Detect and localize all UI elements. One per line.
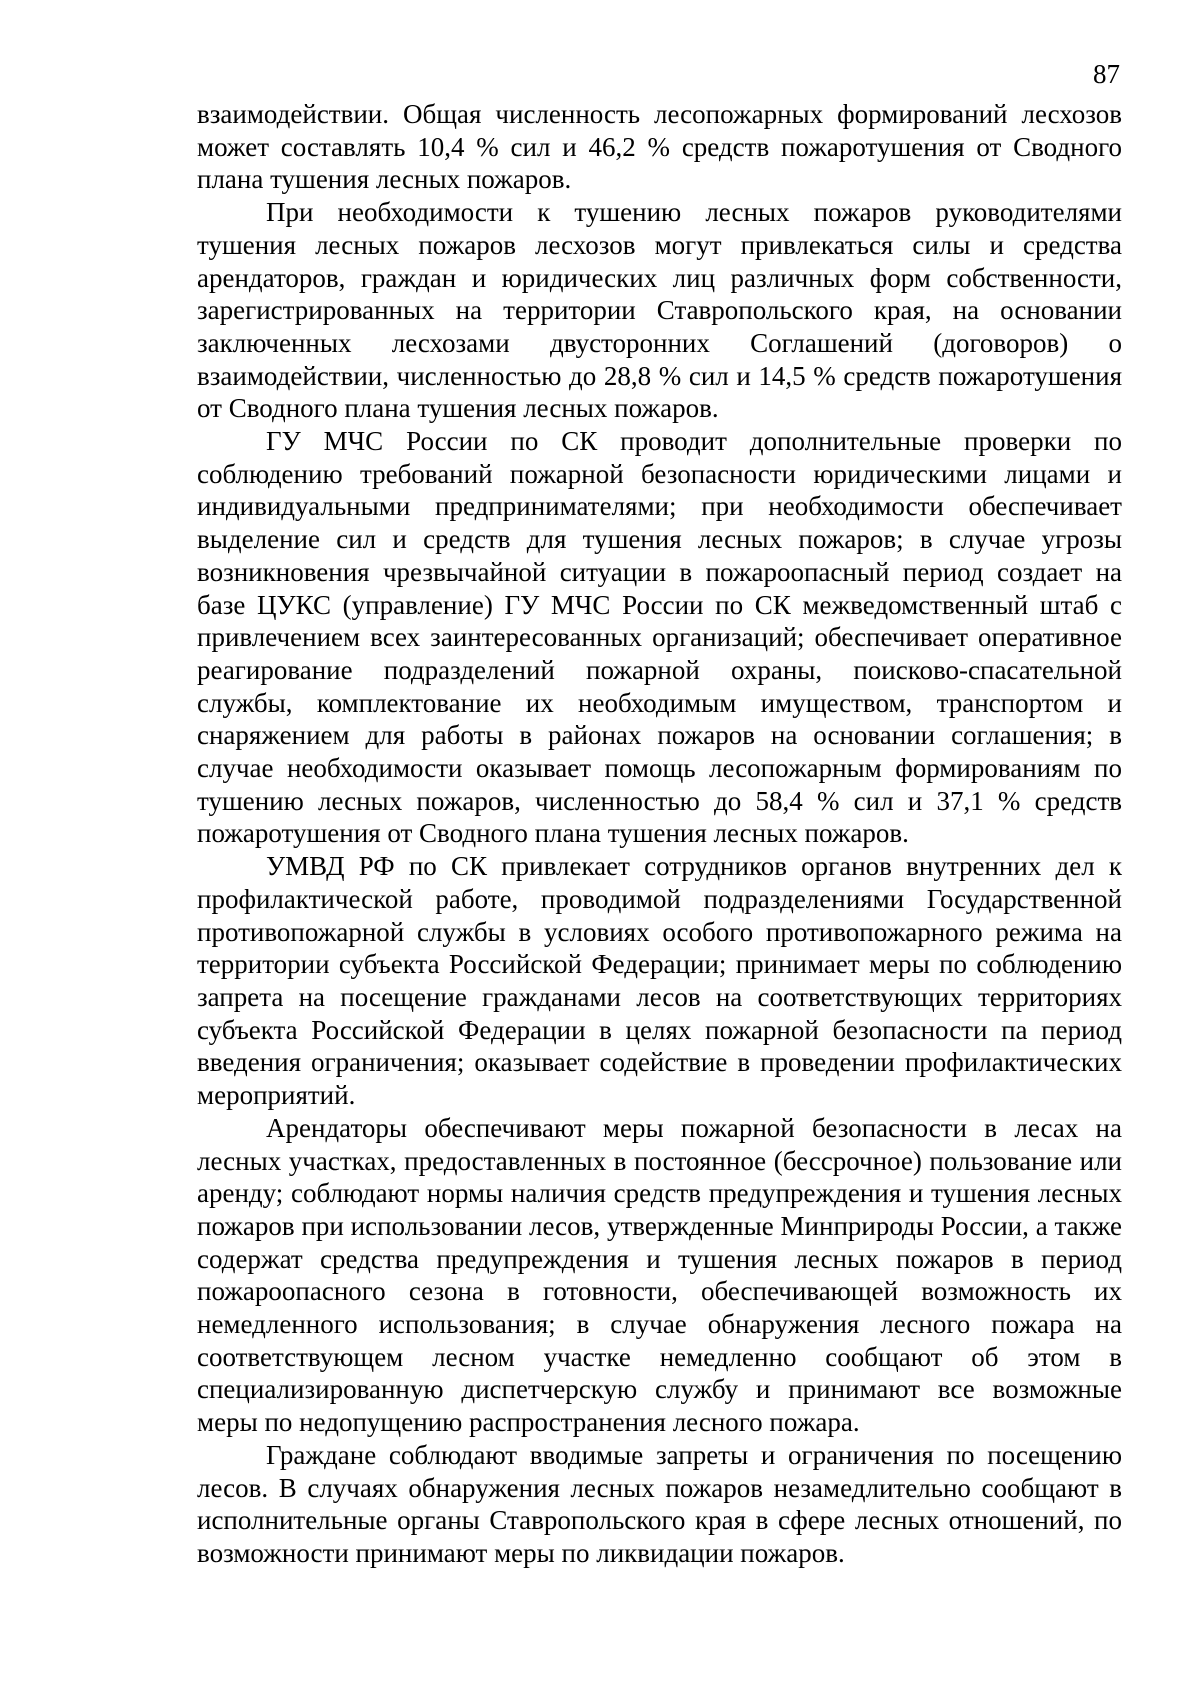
- page-number: 87: [1093, 59, 1120, 89]
- paragraph-2: При необходимости к тушению лесных пожаров руководителями тушения лесных пожаров лесхозов могут привлекаться силы и средства арендаторов, граждан и юридических лиц различных форм собственности, зарегистрированных на территории Ставропольского края, на основании заключенных лесхозами двусторонних Соглашений (договоров) о взаимодействии, численностью до 28,8 % сил и 14,5 % средств пожаротушения от Сводного плана тушения лесных пожаров.: [197, 197, 1122, 424]
- paragraph-4: УМВД РФ по СК привлекает сотрудников органов внутренних дел к профилактической работе, проводимой подразделениями Государственной противопожарной службы в условиях особого противопожарного режима на территории субъекта Российской Федерации; принимает меры по соблюдению запрета на посещение гражданами лесов на соответствующих территориях субъекта Российской Федерации в целях пожарной безопасности па период введения ограничения; оказывает содействие в проведении профилактических мероприятий.: [197, 851, 1122, 1111]
- document-body: [197, 98, 1122, 1570]
- paragraph-5: Арендаторы обеспечивают меры пожарной безопасности в лесах на лесных участках, предоставленных в постоянное (бессрочное) пользование или аренду; соблюдают нормы наличия средств предупреждения и тушения лесных пожаров при использовании лесов, утвержденные Минприроды России, а также содержат средства предупреждения и тушения лесных пожаров в период пожароопасного сезона в готовности, обеспечивающей возможность их немедленного использования; в случае обнаружения лесного пожара на соответствующем лесном участке немедленно сообщают об этом в специализированную диспетчерскую службу и принимают все возможные меры по недопущению распространения лесного пожара.: [197, 1112, 1122, 1438]
- paragraph-1: взаимодействии. Общая численность лесопожарных формирований лесхозов может составлять 10,4 % сил и 46,2 % средств пожаротушения от Сводного плана тушения лесных пожаров.: [197, 99, 1122, 195]
- paragraph-3: ГУ МЧС России по СК проводит дополнительные проверки по соблюдению требований пожарной безопасности юридическими лицами и индивидуальными предпринимателями; при необходимости обеспечивает выделение сил и средств для тушения лесных пожаров; в случае угрозы возникновения чрезвычайной ситуации в пожароопасный период создает на базе ЦУКС (управление) ГУ МЧС России по СК межведомственный штаб с привлечением всех заинтересованных организаций; обеспечивает оперативное реагирование подразделений пожарной охраны, поисково-спасательной службы, комплектование их необходимым имуществом, транспортом и снаряжением для работы в районах пожаров на основании соглашения; в случае необходимости оказывает помощь лесопожарным формированиям по тушению лесных пожаров, численностью до 58,4 % сил и 37,1 % средств пожаротушения от Сводного плана тушения лесных пожаров.: [197, 426, 1122, 849]
- paragraph-6: Граждане соблюдают вводимые запреты и ограничения по посещению лесов. В случаях обнаружения лесных пожаров незамедлительно сообщают в исполнительные органы Ставропольского края в сфере лесных отношений, по возможности принимают меры по ликвидации пожаров.: [197, 1439, 1122, 1568]
